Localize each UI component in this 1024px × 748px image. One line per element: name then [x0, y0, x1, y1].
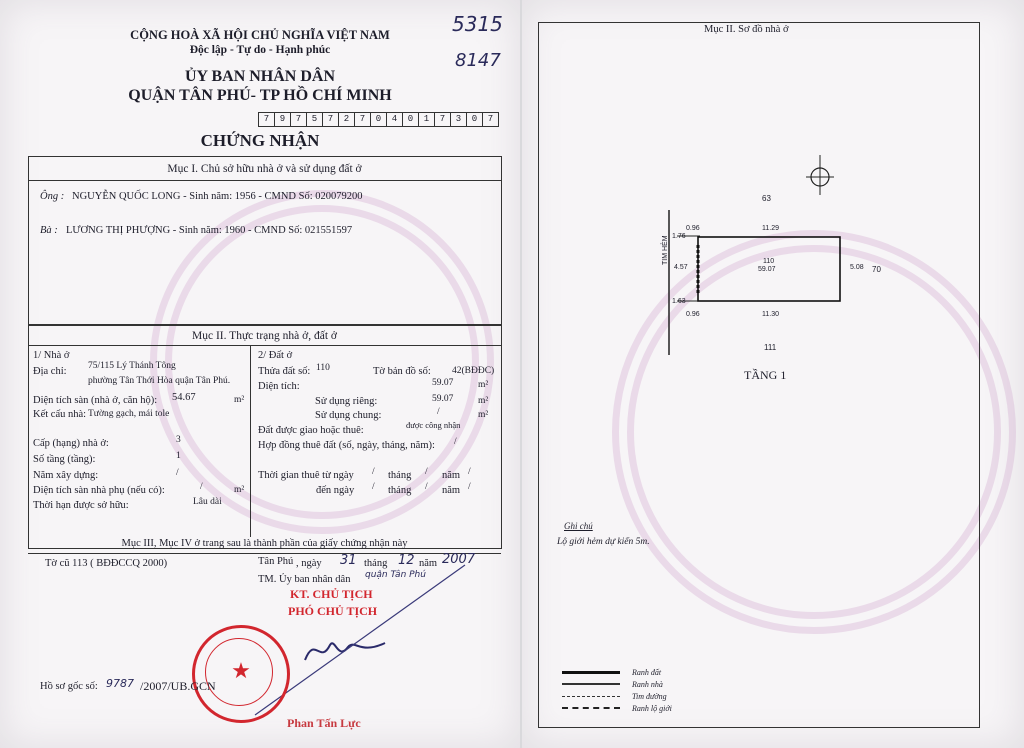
lease-from-label: Thời gian thuê từ ngày — [258, 470, 354, 481]
on-behalf-label: TM. Ủy ban nhân dân — [258, 574, 351, 585]
signer-name: Phan Tấn Lực — [287, 716, 361, 730]
certificate-back-page — [522, 0, 1024, 748]
house-title: 1/ Nhà ở — [33, 350, 70, 361]
dim-bottom: 11.30 — [762, 311, 779, 318]
serial-digit: 0 — [371, 112, 387, 127]
owner1-info: NGUYỄN QUỐC LONG - Sinh năm: 1956 - CMND Số: 020079200 — [72, 191, 363, 202]
lease-to-day: / — [372, 482, 375, 492]
serial-digit: 7 — [291, 112, 307, 127]
serial-digit: 9 — [275, 112, 291, 127]
old-sheet-note: Tờ cũ 113 ( BĐĐCCQ 2000) — [45, 558, 168, 569]
dim-left-bottom: 1.63 — [672, 298, 686, 305]
date-month-label: tháng — [364, 558, 388, 569]
dim-right: 5.08 — [850, 264, 864, 271]
legend-line-icon — [562, 671, 620, 674]
lease-from-day: / — [372, 467, 375, 477]
lease-from-month: / — [425, 467, 428, 477]
serial-digit: 7 — [323, 112, 339, 127]
signer-title-1: KT. CHỦ TỊCH — [290, 587, 373, 601]
parcel-number: 110 — [763, 258, 775, 265]
address-line1: 75/115 Lý Thánh Tông — [88, 361, 176, 371]
serial-digit: 7 — [435, 112, 451, 127]
structure-value: Tường gạch, mái tole — [88, 409, 170, 419]
legend-label: Ranh nhà — [632, 679, 663, 689]
ownership-term-label: Thời hạn được sở hữu: — [33, 500, 129, 511]
floors-label: Số tầng (tầng): — [33, 454, 96, 465]
lot-top: 63 — [762, 194, 771, 203]
legend-item — [562, 690, 672, 702]
parcel-value: 110 — [316, 363, 330, 373]
owner1-prefix: Ông : — [40, 191, 65, 202]
handwritten-number-2: 8147 — [455, 50, 501, 71]
parcel-area: 59.07 — [758, 266, 776, 273]
legend-line-icon — [562, 683, 620, 685]
legend-label: Ranh lộ giới — [632, 703, 672, 713]
allocation-value: được công nhận — [406, 420, 461, 430]
lease-from-year: / — [468, 467, 471, 477]
floor-area-value: 54.67 — [172, 392, 196, 403]
lease-contract-value: / — [454, 437, 457, 447]
star-icon: ★ — [231, 658, 251, 683]
shared-use-unit: m² — [478, 410, 489, 420]
diagram-legend — [562, 666, 672, 714]
legend-item — [562, 702, 672, 714]
note-text: Lộ giới hẻm dự kiến 5m. — [557, 537, 650, 547]
year-built-label: Năm xây dựng: — [33, 470, 99, 481]
parcel-label: Thửa đất số: — [258, 366, 311, 377]
lease-to-label: đến ngày — [316, 485, 355, 496]
floors-value: 1 — [176, 451, 181, 461]
date-year-value: 2007 — [442, 552, 476, 567]
dim-top: 11.29 — [762, 225, 779, 232]
shared-use-value: / — [437, 407, 440, 417]
serial-digit: 0 — [403, 112, 419, 127]
private-use-value: 59.07 — [432, 394, 454, 404]
signer-title-2: PHÓ CHỦ TỊCH — [288, 604, 378, 618]
legend-label: Tim đường — [632, 691, 667, 701]
lease-to-month: / — [425, 482, 428, 492]
issue-place: Tân Phú — [258, 556, 294, 567]
section4-heading: Mục II. Sơ đồ nhà ở — [704, 24, 789, 35]
aux-area-unit: m² — [234, 485, 245, 495]
legend-item — [562, 678, 672, 690]
lease-from-year-label: năm — [442, 470, 461, 481]
map-sheet-label: Tờ bản đồ số: — [373, 366, 431, 377]
lease-to-year-label: năm — [442, 485, 461, 496]
official-stamp — [192, 625, 290, 723]
land-area-unit: m² — [478, 380, 489, 390]
lease-to-year: / — [468, 482, 471, 492]
dim-left: 4.57 — [674, 264, 688, 271]
address-line2: phường Tân Thới Hòa quận Tân Phú. — [88, 376, 231, 386]
note-title: Ghi chú — [564, 521, 593, 531]
section1-heading: Mục I. Chủ sở hữu nhà ở và sử dụng đất ở — [167, 163, 362, 175]
serial-digit: 7 — [355, 112, 371, 127]
shared-use-label: Sử dụng chung: — [315, 410, 382, 421]
serial-digit: 1 — [419, 112, 435, 127]
lease-contract-label: Hợp đồng thuê đất (số, ngày, tháng, năm): — [258, 440, 435, 451]
lease-to-month-label: tháng — [388, 485, 412, 496]
allocation-label: Đất được giao hoặc thuê: — [258, 425, 364, 436]
alley-label: TIM HẺM — [662, 235, 669, 265]
map-sheet-value: 42(BĐĐC) — [452, 366, 495, 376]
file-label: Hồ sơ gốc số: — [40, 681, 98, 692]
serial-digit: 3 — [451, 112, 467, 127]
private-use-label: Sử dụng riêng: — [315, 396, 378, 407]
private-use-unit: m² — [478, 396, 489, 406]
aux-area-label: Diện tích sàn nhà phụ (nếu có): — [33, 485, 165, 496]
lease-from-month-label: tháng — [388, 470, 412, 481]
owner2-prefix: Bà : — [40, 225, 58, 236]
serial-digit: 0 — [467, 112, 483, 127]
legend-line-icon — [562, 696, 620, 697]
legend-label: Ranh đất — [632, 667, 662, 677]
dim-bottom-left: 0.96 — [686, 311, 700, 318]
date-year-label: năm — [419, 558, 438, 569]
legend-line-icon — [562, 707, 620, 709]
floor-area-label: Diện tích sàn (nhà ở, căn hộ): — [33, 395, 158, 406]
section3-heading: Mục III, Mục IV ở trang sau là thành phần của giấy chứng nhận này — [121, 538, 408, 549]
file-number: 9787 — [106, 677, 134, 690]
land-title: 2/ Đất ở — [258, 350, 293, 361]
district-handwritten: quận Tân Phú — [365, 570, 426, 580]
lot-right: 70 — [872, 265, 881, 274]
serial-digit: 2 — [339, 112, 355, 127]
date-month-value: 12 — [398, 553, 415, 568]
legend-item — [562, 666, 672, 678]
serial-number — [258, 112, 499, 127]
serial-digit: 5 — [307, 112, 323, 127]
lot-bottom: 111 — [764, 343, 777, 352]
grade-value: 3 — [176, 435, 181, 445]
serial-digit: 4 — [387, 112, 403, 127]
dim-top-left: 0.96 — [686, 225, 700, 232]
authority-line1: ỦY BAN NHÂN DÂN — [184, 68, 336, 85]
address-label: Địa chỉ: — [33, 366, 67, 377]
country-name: CỘNG HOÀ XÃ HỘI CHỦ NGHĨA VIỆT NAM — [130, 28, 390, 42]
dim-left-top: 1.76 — [672, 233, 686, 240]
land-area-label: Diện tích: — [258, 381, 300, 392]
national-motto: Độc lập - Tự do - Hạnh phúc — [189, 44, 331, 56]
section-owner — [28, 156, 502, 326]
serial-digit: 7 — [483, 112, 499, 127]
date-day-label: , ngày — [296, 558, 322, 569]
land-area-value: 59.07 — [432, 378, 454, 388]
authority-line2: QUẬN TÂN PHÚ- TP HỒ CHÍ MINH — [128, 87, 392, 104]
section2-heading: Mục II. Thực trạng nhà ở, đất ở — [192, 330, 337, 342]
north-arrow-icon — [806, 155, 834, 195]
year-built-value: / — [176, 468, 179, 478]
floor-area-unit: m² — [234, 395, 245, 405]
owner2-info: LƯƠNG THỊ PHƯỢNG - Sinh năm: 1960 - CMND Số: 021551597 — [66, 225, 353, 236]
floor-label: TẦNG 1 — [744, 368, 787, 382]
file-suffix: /2007/UB.GCN — [140, 679, 216, 693]
handwritten-number-1: 5315 — [452, 12, 503, 36]
serial-digit: 7 — [258, 112, 275, 127]
grade-label: Cấp (hạng) nhà ở: — [33, 438, 109, 449]
structure-label: Kết cấu nhà: — [33, 409, 87, 420]
ownership-term-value: Lâu dài — [193, 497, 222, 507]
certificate-title: CHỨNG NHẬN — [200, 131, 320, 150]
aux-area-value: / — [200, 482, 203, 492]
date-day-value: 31 — [340, 553, 357, 568]
